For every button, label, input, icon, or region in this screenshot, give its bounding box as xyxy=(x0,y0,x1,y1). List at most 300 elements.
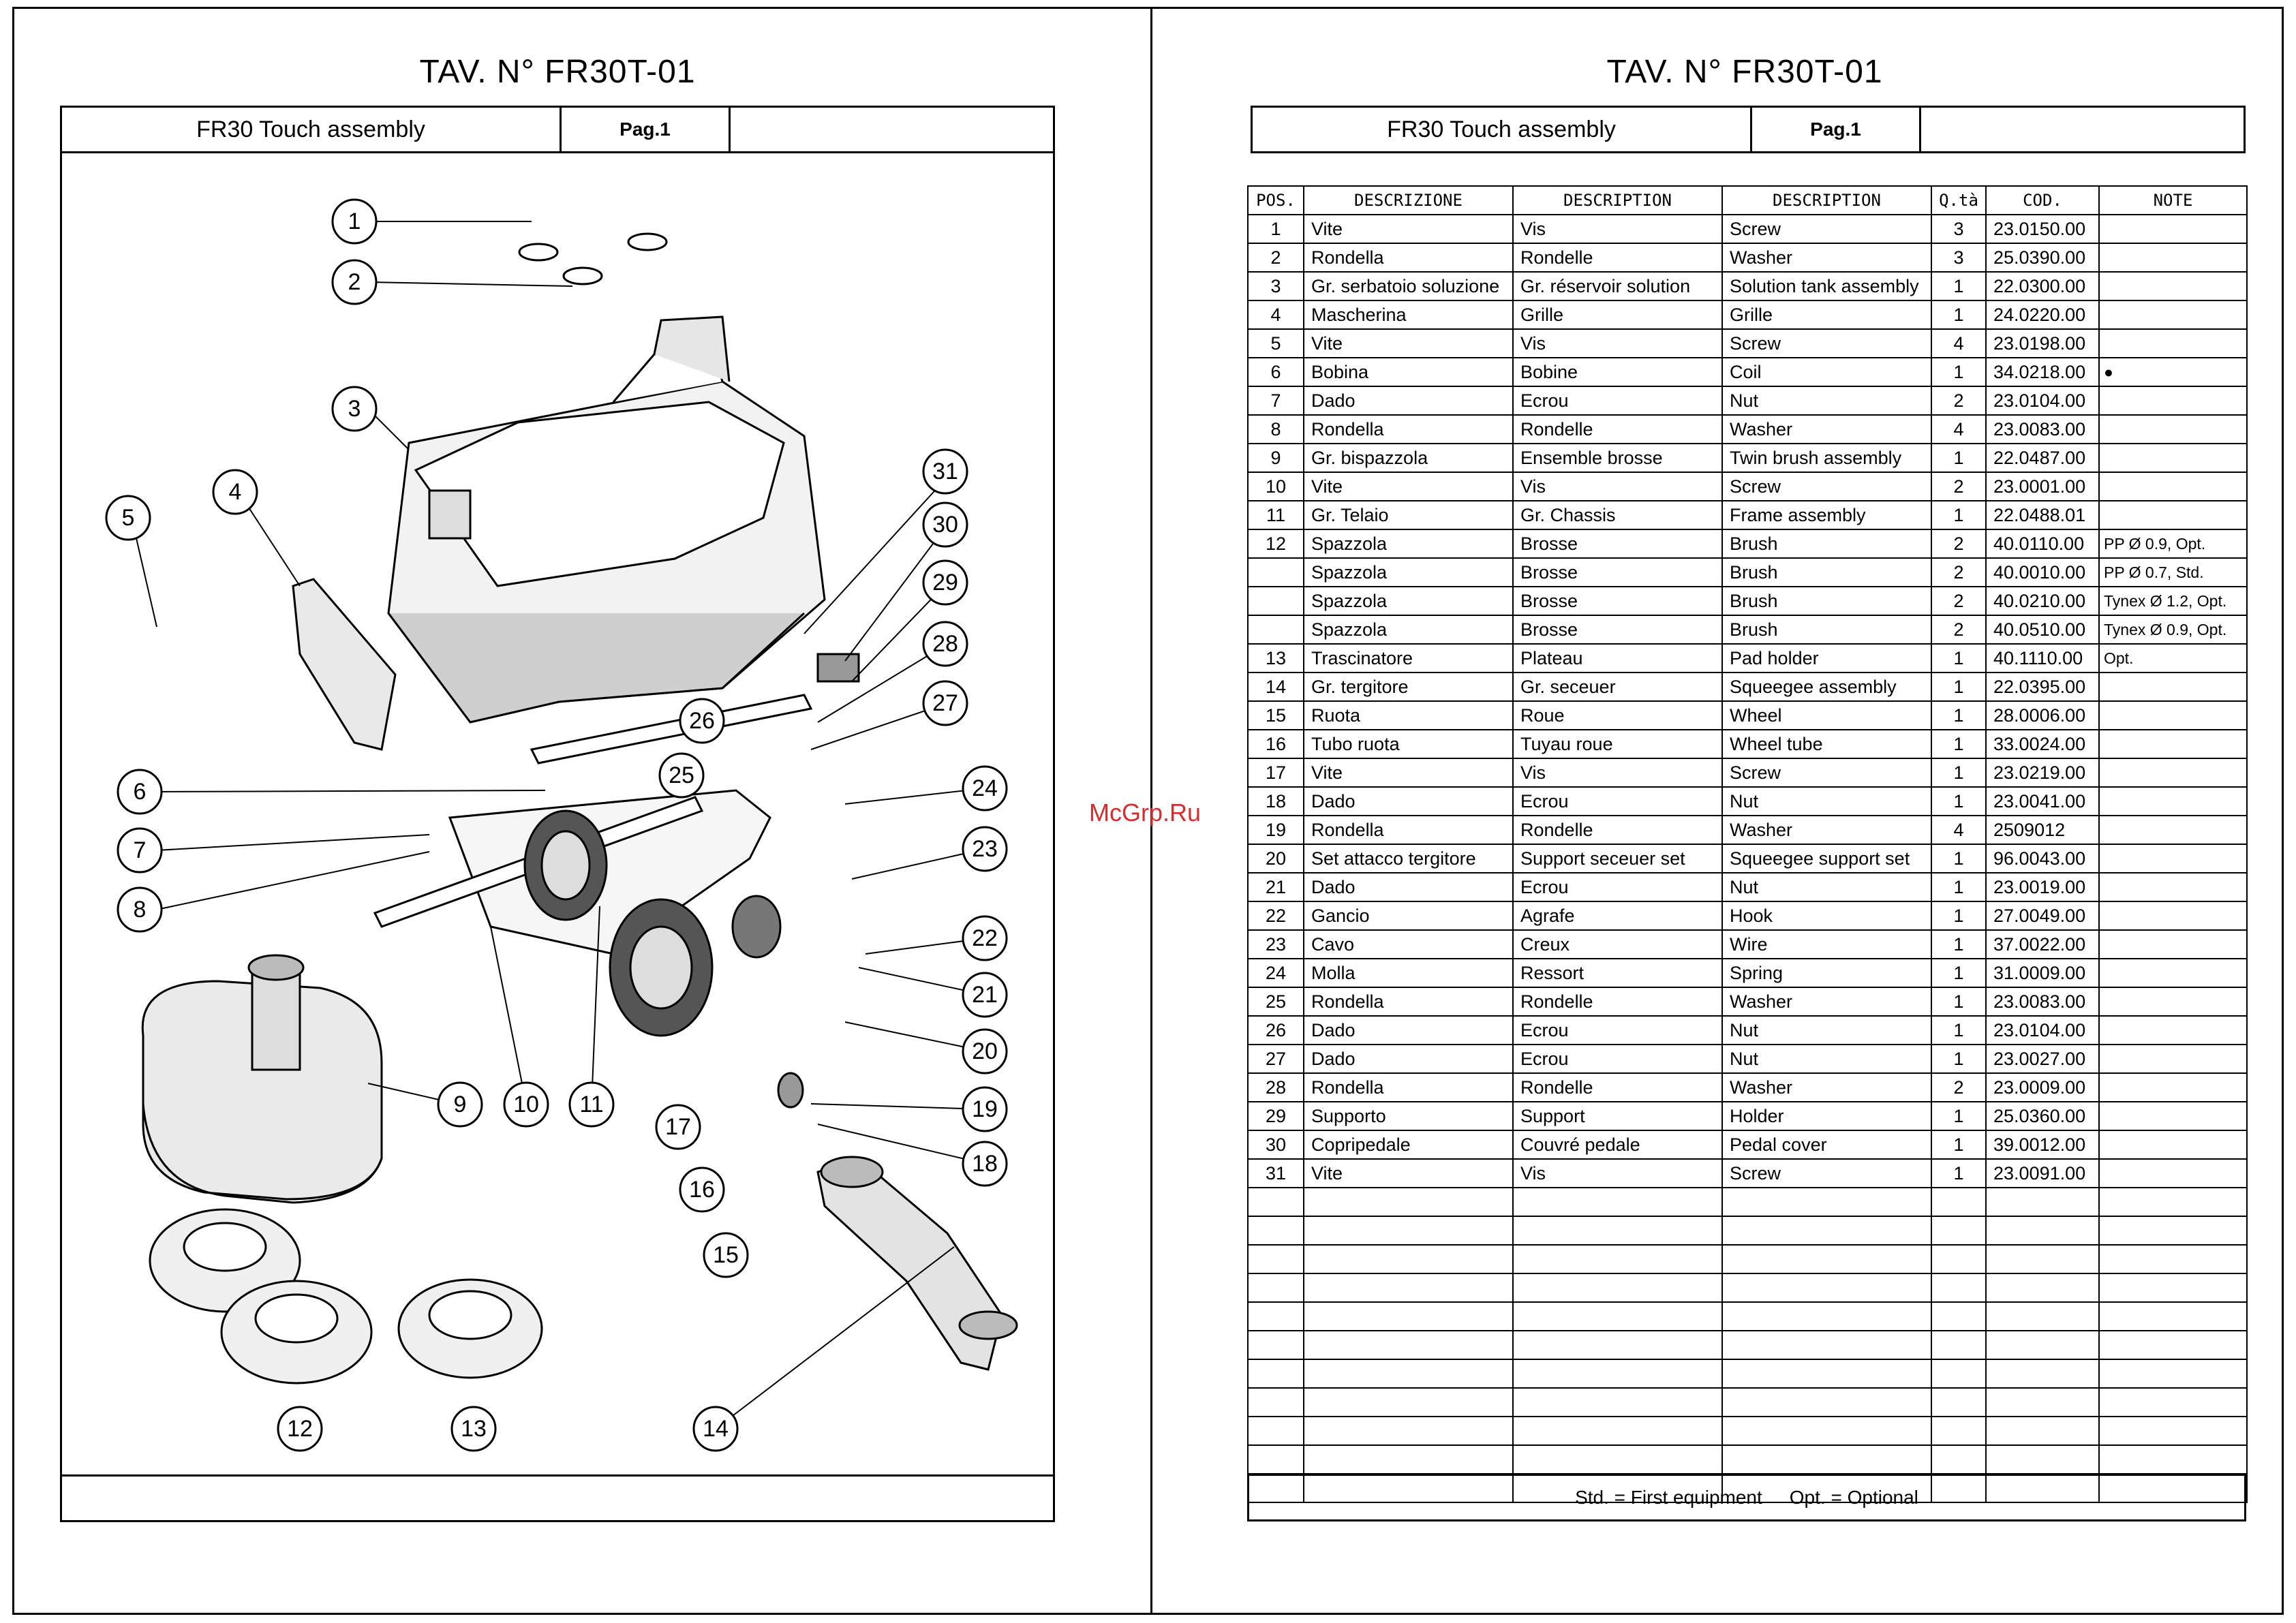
cell-description-en: Washer xyxy=(1722,415,1931,444)
cell-descrizione: Ruota xyxy=(1304,701,1513,730)
cell-descrizione: Dado xyxy=(1304,873,1513,901)
cell-qty xyxy=(1931,1216,1986,1245)
cell-description-fr: Rondelle xyxy=(1513,987,1722,1016)
cell-code xyxy=(1986,1359,2099,1388)
cell-note: Tynex Ø 0.9, Opt. xyxy=(2099,615,2247,644)
callout-14: 14 xyxy=(703,1416,729,1442)
cell-descrizione: Trascinatore xyxy=(1304,644,1513,673)
table-row xyxy=(1248,272,2247,300)
cell-pos xyxy=(1248,1417,1304,1445)
cell-description-en: Washer xyxy=(1722,1073,1931,1102)
cell-pos: 14 xyxy=(1248,673,1304,701)
cell-pos: 12 xyxy=(1248,529,1304,558)
cell-qty: 1 xyxy=(1931,1159,1986,1188)
cell-description-fr: Grille xyxy=(1513,300,1722,329)
cell-description-fr: Ecrou xyxy=(1513,386,1722,415)
cell-descrizione xyxy=(1304,1417,1513,1445)
cell-code: 37.0022.00 xyxy=(1986,930,2099,959)
table-row-empty xyxy=(1248,1359,2247,1388)
cell-description-en xyxy=(1722,1188,1931,1216)
cell-description-fr: Bobine xyxy=(1513,358,1722,386)
cell-description-fr: Vis xyxy=(1513,1159,1722,1188)
machine-parts-illustration xyxy=(142,234,1017,1383)
cell-description-fr: Vis xyxy=(1513,215,1722,243)
cell-qty: 1 xyxy=(1931,758,1986,787)
cell-pos: 8 xyxy=(1248,415,1304,444)
cell-code: 25.0390.00 xyxy=(1986,243,2099,272)
cell-description-fr: Creux xyxy=(1513,930,1722,959)
cell-pos: 25 xyxy=(1248,987,1304,1016)
cell-pos xyxy=(1248,615,1304,644)
cell-description-fr xyxy=(1513,1331,1722,1359)
cell-pos: 3 xyxy=(1248,272,1304,300)
cell-descrizione: Rondella xyxy=(1304,415,1513,444)
cell-note xyxy=(2099,1216,2247,1245)
table-row xyxy=(1248,300,2247,329)
cell-qty: 1 xyxy=(1931,987,1986,1016)
cell-description-en: Brush xyxy=(1722,587,1931,615)
cell-note xyxy=(2099,329,2247,358)
callout-21: 21 xyxy=(972,982,998,1008)
cell-description-fr: Plateau xyxy=(1513,644,1722,673)
cell-qty: 2 xyxy=(1931,615,1986,644)
cell-qty xyxy=(1931,1445,1986,1474)
cell-qty: 1 xyxy=(1931,730,1986,758)
table-row xyxy=(1248,1073,2247,1102)
cell-pos: 22 xyxy=(1248,901,1304,930)
cell-note: PP Ø 0.9, Opt. xyxy=(2099,529,2247,558)
cell-note xyxy=(2099,243,2247,272)
cell-note xyxy=(2099,901,2247,930)
left-header-box xyxy=(60,106,1055,153)
cell-code: 40.0210.00 xyxy=(1986,587,2099,615)
cell-note xyxy=(2099,1445,2247,1474)
cell-description-en: Nut xyxy=(1722,1045,1931,1073)
cell-pos: 19 xyxy=(1248,816,1304,844)
left-header-name: FR30 Touch assembly xyxy=(62,108,562,151)
cell-description-fr: Brosse xyxy=(1513,615,1722,644)
cell-descrizione: Spazzola xyxy=(1304,529,1513,558)
cell-qty: 4 xyxy=(1931,816,1986,844)
cell-description-en: Nut xyxy=(1722,787,1931,816)
cell-qty xyxy=(1931,1245,1986,1273)
cell-description-fr xyxy=(1513,1273,1722,1302)
cell-descrizione: Molla xyxy=(1304,959,1513,987)
cell-description-en: Wheel xyxy=(1722,701,1931,730)
cell-pos: 17 xyxy=(1248,758,1304,787)
cell-code: 23.0091.00 xyxy=(1986,1159,2099,1188)
parts-table-body xyxy=(1248,215,2247,1502)
cell-qty xyxy=(1931,1331,1986,1359)
left-header-page: Pag.1 xyxy=(562,108,731,151)
parts-table-header xyxy=(1248,186,2247,215)
callout-20: 20 xyxy=(972,1038,998,1064)
cell-pos: 5 xyxy=(1248,329,1304,358)
cell-pos: 29 xyxy=(1248,1102,1304,1130)
cell-descrizione: Tubo ruota xyxy=(1304,730,1513,758)
cell-note xyxy=(2099,1245,2247,1273)
cell-qty: 1 xyxy=(1931,959,1986,987)
cell-note xyxy=(2099,1016,2247,1045)
legend-footer xyxy=(1247,1474,2246,1521)
cell-description-en: Screw xyxy=(1722,472,1931,501)
cell-qty: 1 xyxy=(1931,701,1986,730)
cell-pos: 7 xyxy=(1248,386,1304,415)
cell-description-en: Hook xyxy=(1722,901,1931,930)
cell-note xyxy=(2099,701,2247,730)
cell-description-en: Wire xyxy=(1722,930,1931,959)
cell-code: 96.0043.00 xyxy=(1986,844,2099,873)
cell-note xyxy=(2099,472,2247,501)
callout-15: 15 xyxy=(713,1242,739,1268)
callout-23: 23 xyxy=(972,836,998,862)
callout-8: 8 xyxy=(133,897,147,923)
table-row-empty xyxy=(1248,1216,2247,1245)
cell-code: 39.0012.00 xyxy=(1986,1130,2099,1159)
table-row xyxy=(1248,959,2247,987)
table-row xyxy=(1248,529,2247,558)
cell-description-en xyxy=(1722,1216,1931,1245)
cell-description-en: Screw xyxy=(1722,329,1931,358)
cell-description-en: Spring xyxy=(1722,959,1931,987)
cell-description-fr: Ecrou xyxy=(1513,1045,1722,1073)
left-sheet-title: TAV. N° FR30T-01 xyxy=(419,54,696,90)
cell-code: 23.0104.00 xyxy=(1986,386,2099,415)
cell-descrizione: Bobina xyxy=(1304,358,1513,386)
cell-descrizione: Spazzola xyxy=(1304,615,1513,644)
cell-description-en: Coil xyxy=(1722,358,1931,386)
cell-pos xyxy=(1248,1273,1304,1302)
table-row xyxy=(1248,701,2247,730)
callout-24: 24 xyxy=(972,775,998,801)
table-row xyxy=(1248,901,2247,930)
cell-description-fr: Gr. seceuer xyxy=(1513,673,1722,701)
cell-description-fr xyxy=(1513,1359,1722,1388)
cell-pos: 11 xyxy=(1248,501,1304,529)
watermark-link[interactable]: McGrp.Ru xyxy=(1089,799,1201,826)
cell-note xyxy=(2099,1045,2247,1073)
cell-description-en: Screw xyxy=(1722,215,1931,243)
cell-description-fr: Rondelle xyxy=(1513,243,1722,272)
cell-note xyxy=(2099,787,2247,816)
cell-code: 34.0218.00 xyxy=(1986,358,2099,386)
cell-description-en: Wheel tube xyxy=(1722,730,1931,758)
cell-code: 22.0487.00 xyxy=(1986,444,2099,472)
cell-note xyxy=(2099,1188,2247,1216)
callout-2: 2 xyxy=(348,269,361,295)
cell-code: 23.0104.00 xyxy=(1986,1016,2099,1045)
callout-16: 16 xyxy=(689,1177,715,1203)
cell-descrizione: Dado xyxy=(1304,787,1513,816)
table-row xyxy=(1248,1102,2247,1130)
table-row xyxy=(1248,730,2247,758)
cell-description-en xyxy=(1722,1245,1931,1273)
cell-description-en xyxy=(1722,1273,1931,1302)
cell-qty: 1 xyxy=(1931,787,1986,816)
cell-description-fr xyxy=(1513,1188,1722,1216)
cell-code: 23.0083.00 xyxy=(1986,415,2099,444)
cell-description-en xyxy=(1722,1331,1931,1359)
cell-description-en: Grille xyxy=(1722,300,1931,329)
cell-descrizione: Rondella xyxy=(1304,987,1513,1016)
cell-pos: 21 xyxy=(1248,873,1304,901)
cell-descrizione: Copripedale xyxy=(1304,1130,1513,1159)
callout-3: 3 xyxy=(348,396,361,422)
cell-pos: 2 xyxy=(1248,243,1304,272)
cell-code: 23.0150.00 xyxy=(1986,215,2099,243)
cell-note xyxy=(2099,930,2247,959)
cell-code: 23.0019.00 xyxy=(1986,873,2099,901)
table-row xyxy=(1248,558,2247,587)
cell-pos: 24 xyxy=(1248,959,1304,987)
cell-descrizione: Spazzola xyxy=(1304,587,1513,615)
callout-7: 7 xyxy=(133,837,147,863)
cell-code: 23.0009.00 xyxy=(1986,1073,2099,1102)
cell-pos: 26 xyxy=(1248,1016,1304,1045)
cell-pos: 9 xyxy=(1248,444,1304,472)
cell-description-fr: Couvré pedale xyxy=(1513,1130,1722,1159)
cell-description-en: Brush xyxy=(1722,615,1931,644)
cell-pos: 23 xyxy=(1248,930,1304,959)
cell-description-fr: Agrafe xyxy=(1513,901,1722,930)
cell-qty xyxy=(1931,1302,1986,1331)
cell-descrizione: Vite xyxy=(1304,758,1513,787)
callout-11: 11 xyxy=(579,1092,604,1117)
callout-17: 17 xyxy=(665,1114,691,1140)
callout-5: 5 xyxy=(121,505,135,531)
cell-descrizione: Vite xyxy=(1304,215,1513,243)
cell-qty: 4 xyxy=(1931,415,1986,444)
cell-code xyxy=(1986,1331,2099,1359)
cell-description-fr: Vis xyxy=(1513,472,1722,501)
cell-pos: 31 xyxy=(1248,1159,1304,1188)
table-row xyxy=(1248,644,2247,673)
cell-note xyxy=(2099,873,2247,901)
cell-description-fr: Brosse xyxy=(1513,587,1722,615)
cell-note xyxy=(2099,987,2247,1016)
legend-std: Std. = First equipment xyxy=(1575,1487,1762,1508)
cell-code: 2509012 xyxy=(1986,816,2099,844)
cell-code xyxy=(1986,1417,2099,1445)
callout-6: 6 xyxy=(133,779,147,805)
cell-descrizione xyxy=(1304,1216,1513,1245)
table-row xyxy=(1248,987,2247,1016)
cell-note: ● xyxy=(2099,358,2247,386)
cell-descrizione xyxy=(1304,1273,1513,1302)
col-descrizione: DESCRIZIONE xyxy=(1304,186,1513,215)
col-qty: Q.tà xyxy=(1931,186,1986,215)
cell-pos xyxy=(1248,1245,1304,1273)
cell-description-fr: Ensemble brosse xyxy=(1513,444,1722,472)
cell-descrizione: Vite xyxy=(1304,329,1513,358)
callout-4: 4 xyxy=(228,479,242,505)
cell-pos xyxy=(1248,1359,1304,1388)
cell-qty: 1 xyxy=(1931,901,1986,930)
cell-pos: 4 xyxy=(1248,300,1304,329)
cell-description-en: Frame assembly xyxy=(1722,501,1931,529)
cell-descrizione xyxy=(1304,1445,1513,1474)
cell-description-en: Washer xyxy=(1722,816,1931,844)
cell-pos: 1 xyxy=(1248,215,1304,243)
cell-code: 22.0488.01 xyxy=(1986,501,2099,529)
cell-note xyxy=(2099,501,2247,529)
cell-note: PP Ø 0.7, Std. xyxy=(2099,558,2247,587)
cell-description-en: Screw xyxy=(1722,758,1931,787)
cell-code: 31.0009.00 xyxy=(1986,959,2099,987)
cell-qty: 1 xyxy=(1931,844,1986,873)
cell-code: 23.0041.00 xyxy=(1986,787,2099,816)
cell-pos: 16 xyxy=(1248,730,1304,758)
cell-descrizione: Rondella xyxy=(1304,1073,1513,1102)
cell-description-en: Holder xyxy=(1722,1102,1931,1130)
table-row xyxy=(1248,587,2247,615)
cell-description-en xyxy=(1722,1302,1931,1331)
cell-descrizione xyxy=(1304,1359,1513,1388)
cell-note: Opt. xyxy=(2099,644,2247,673)
table-row-empty xyxy=(1248,1331,2247,1359)
cell-note xyxy=(2099,386,2247,415)
callout-13: 13 xyxy=(461,1416,487,1442)
cell-pos xyxy=(1248,587,1304,615)
cell-description-fr: Rondelle xyxy=(1513,816,1722,844)
table-row xyxy=(1248,329,2247,358)
cell-qty: 3 xyxy=(1931,243,1986,272)
parts-table xyxy=(1247,185,2248,1503)
table-row-empty xyxy=(1248,1188,2247,1216)
cell-code: 25.0360.00 xyxy=(1986,1102,2099,1130)
callout-1: 1 xyxy=(348,208,361,234)
cell-description-en: Brush xyxy=(1722,558,1931,587)
cell-note xyxy=(2099,215,2247,243)
cell-pos xyxy=(1248,1388,1304,1417)
cell-note xyxy=(2099,1331,2247,1359)
table-row xyxy=(1248,444,2247,472)
cell-note xyxy=(2099,844,2247,873)
cell-pos xyxy=(1248,558,1304,587)
cell-code: 23.0198.00 xyxy=(1986,329,2099,358)
cell-code: 23.0027.00 xyxy=(1986,1045,2099,1073)
cell-descrizione: Gancio xyxy=(1304,901,1513,930)
callout-19: 19 xyxy=(972,1096,998,1122)
cell-qty: 2 xyxy=(1931,1073,1986,1102)
callout-27: 27 xyxy=(932,690,958,716)
table-row xyxy=(1248,930,2247,959)
cell-code: 22.0300.00 xyxy=(1986,272,2099,300)
cell-description-en: Solution tank assembly xyxy=(1722,272,1931,300)
cell-qty: 1 xyxy=(1931,444,1986,472)
cell-description-en: Pad holder xyxy=(1722,644,1931,673)
table-row xyxy=(1248,1159,2247,1188)
cell-note: Tynex Ø 1.2, Opt. xyxy=(2099,587,2247,615)
cell-code: 27.0049.00 xyxy=(1986,901,2099,930)
cell-pos: 18 xyxy=(1248,787,1304,816)
cell-description-en xyxy=(1722,1417,1931,1445)
cell-description-fr: Brosse xyxy=(1513,529,1722,558)
cell-description-en: Squeegee assembly xyxy=(1722,673,1931,701)
cell-descrizione: Supporto xyxy=(1304,1102,1513,1130)
exploded-view-drawing xyxy=(60,153,1051,1472)
cell-note xyxy=(2099,1102,2247,1130)
cell-qty: 2 xyxy=(1931,472,1986,501)
left-bottom-strip xyxy=(60,1474,1055,1522)
cell-description-fr: Ecrou xyxy=(1513,873,1722,901)
table-row xyxy=(1248,386,2247,415)
table-row-empty xyxy=(1248,1245,2247,1273)
cell-descrizione: Cavo xyxy=(1304,930,1513,959)
table-row xyxy=(1248,1016,2247,1045)
cell-pos: 6 xyxy=(1248,358,1304,386)
right-header-box xyxy=(1251,106,2246,153)
cell-note xyxy=(2099,1388,2247,1417)
cell-descrizione: Gr. serbatoio soluzione xyxy=(1304,272,1513,300)
cell-description-fr: Ecrou xyxy=(1513,1016,1722,1045)
cell-pos: 10 xyxy=(1248,472,1304,501)
cell-description-fr xyxy=(1513,1388,1722,1417)
cell-description-fr xyxy=(1513,1245,1722,1273)
cell-pos: 13 xyxy=(1248,644,1304,673)
callout-12: 12 xyxy=(287,1416,313,1442)
cell-code xyxy=(1986,1188,2099,1216)
cell-pos xyxy=(1248,1216,1304,1245)
cell-descrizione xyxy=(1304,1331,1513,1359)
cell-description-en: Squeegee support set xyxy=(1722,844,1931,873)
cell-description-en: Twin brush assembly xyxy=(1722,444,1931,472)
cell-description-fr: Vis xyxy=(1513,758,1722,787)
cell-code: 23.0083.00 xyxy=(1986,987,2099,1016)
col-note: NOTE xyxy=(2099,186,2247,215)
cell-pos xyxy=(1248,1302,1304,1331)
cell-description-fr: Tuyau roue xyxy=(1513,730,1722,758)
cell-description-en xyxy=(1722,1388,1931,1417)
cell-qty xyxy=(1931,1359,1986,1388)
table-row xyxy=(1248,1045,2247,1073)
cell-description-fr xyxy=(1513,1445,1722,1474)
table-row xyxy=(1248,415,2247,444)
cell-code: 23.0001.00 xyxy=(1986,472,2099,501)
cell-note xyxy=(2099,1159,2247,1188)
cell-description-en: Washer xyxy=(1722,243,1931,272)
cell-qty: 3 xyxy=(1931,215,1986,243)
table-row xyxy=(1248,243,2247,272)
cell-descrizione xyxy=(1304,1245,1513,1273)
cell-note xyxy=(2099,1073,2247,1102)
cell-note xyxy=(2099,1417,2247,1445)
cell-note xyxy=(2099,272,2247,300)
table-row xyxy=(1248,758,2247,787)
cell-qty xyxy=(1931,1388,1986,1417)
cell-description-fr: Vis xyxy=(1513,329,1722,358)
cell-qty: 1 xyxy=(1931,1016,1986,1045)
table-row xyxy=(1248,816,2247,844)
table-row xyxy=(1248,615,2247,644)
cell-code: 28.0006.00 xyxy=(1986,701,2099,730)
callout-10: 10 xyxy=(513,1092,539,1117)
right-header-page: Pag.1 xyxy=(1752,108,1921,151)
col-description-fr: DESCRIPTION xyxy=(1513,186,1722,215)
cell-code xyxy=(1986,1388,2099,1417)
cell-description-fr: Support seceuer set xyxy=(1513,844,1722,873)
cell-description-fr: Rondelle xyxy=(1513,1073,1722,1102)
table-row xyxy=(1248,673,2247,701)
cell-pos: 15 xyxy=(1248,701,1304,730)
cell-description-fr: Rondelle xyxy=(1513,415,1722,444)
cell-descrizione: Gr. tergitore xyxy=(1304,673,1513,701)
cell-description-en: Brush xyxy=(1722,529,1931,558)
cell-descrizione: Rondella xyxy=(1304,816,1513,844)
cell-code xyxy=(1986,1245,2099,1273)
cell-qty: 4 xyxy=(1931,329,1986,358)
cell-description-fr xyxy=(1513,1302,1722,1331)
